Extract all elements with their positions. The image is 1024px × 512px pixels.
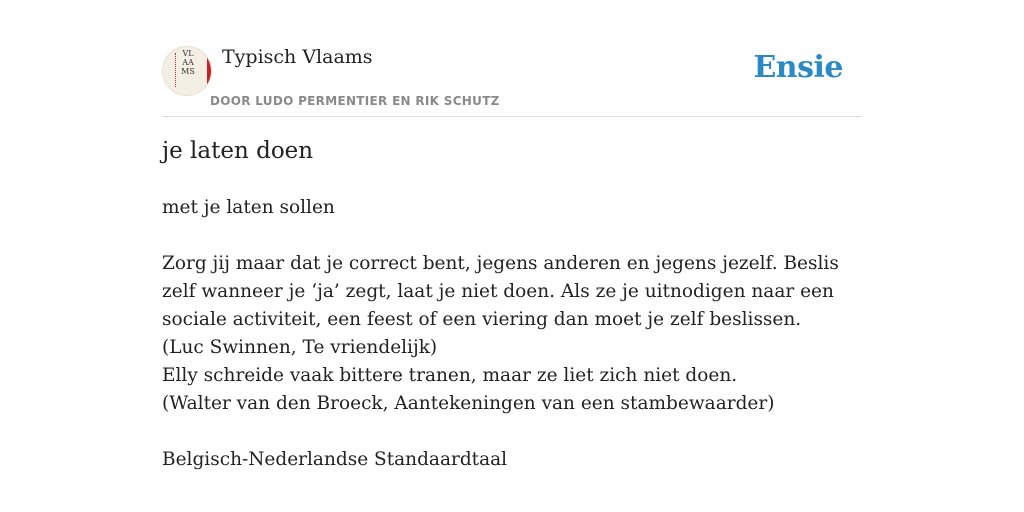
paragraph-gap <box>162 222 862 250</box>
example-source: (Luc Swinnen, Te vriendelijk) <box>162 337 438 358</box>
blog-authors: DOOR LUDO PERMENTIER EN RIK SCHUTZ <box>210 94 500 108</box>
avatar-dots-decoration <box>175 53 178 87</box>
page-container <box>162 0 862 470</box>
avatar-red-stripe <box>207 55 211 85</box>
entry-body <box>162 194 862 474</box>
entry-headword: je laten doen <box>162 138 314 164</box>
example-text: Zorg jij maar dat je correct bent, jegens anderen en jegens jezelf. Beslis zelf wanneer je ‘ja’ zegt, laat je niet doen. Als ze je uitnodigen naar een sociale activiteit, een feest of een viering dan moet je zelf beslissen. <box>162 253 839 330</box>
example-source: (Walter van den Broeck, Aantekeningen van een stambewaarder) <box>162 393 775 414</box>
blog-avatar[interactable] <box>162 46 212 96</box>
blog-title[interactable]: Typisch Vlaams <box>222 46 373 68</box>
entry-definition: met je laten sollen <box>162 197 335 218</box>
avatar-logo-text: VLAAMS <box>181 49 195 76</box>
paragraph-gap <box>162 418 862 446</box>
entry-category: Belgisch-Nederlandse Standaardtaal <box>162 449 508 470</box>
example-text: Elly schreide vaak bittere tranen, maar ze liet zich niet doen. <box>162 365 738 386</box>
blog-header <box>162 0 862 117</box>
brand-logo[interactable]: Ensie <box>753 50 843 85</box>
